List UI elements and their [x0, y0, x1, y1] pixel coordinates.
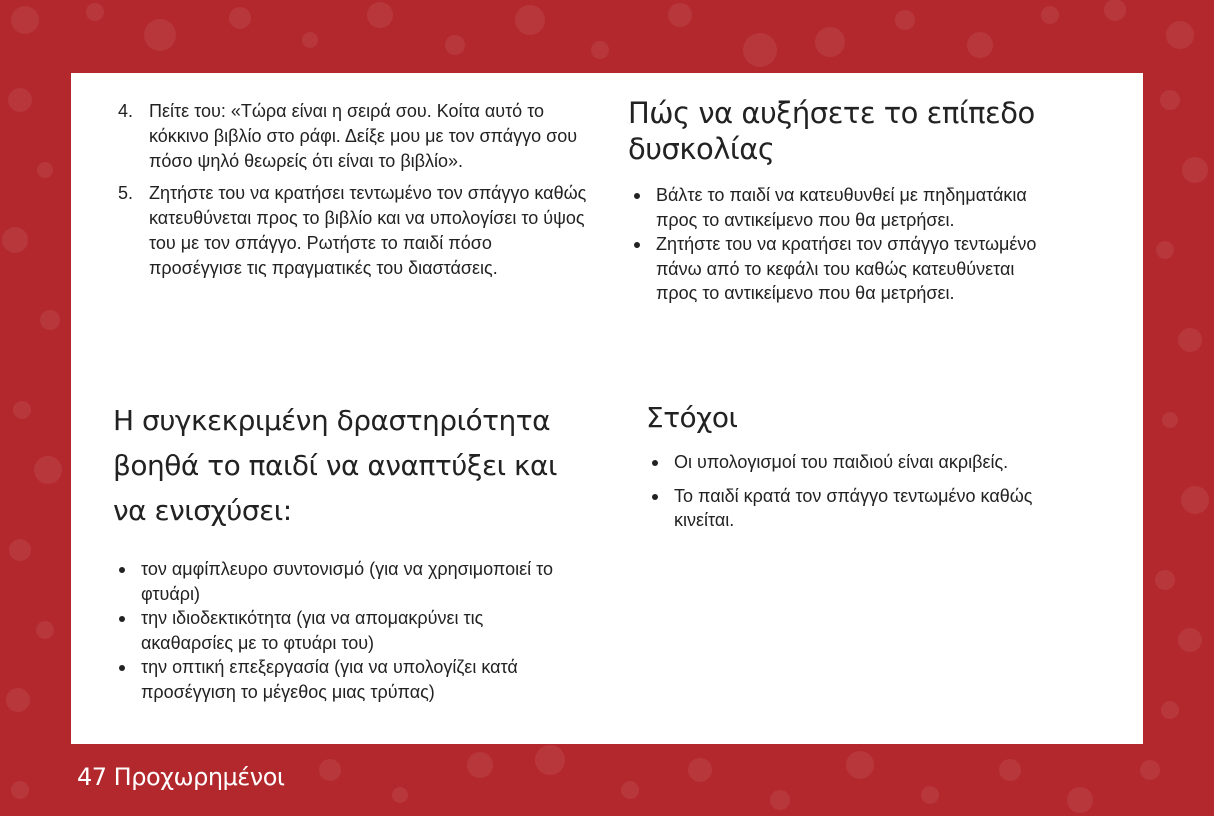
goals-heading: Στόχοι [646, 401, 738, 434]
step-number: 4. [118, 101, 134, 121]
step-text: Πείτε του: «Τώρα είναι η σειρά σου. Κοίτα αυτό το κόκκινο βιβλίο στο ράφι. Δείξε μου με τον σπάγγο σου πόσο ψηλό θεωρείς ότι είναι το βιβλίο». [149, 101, 578, 171]
list-item: τον αμφίπλευρο συντονισμό (για να χρησιμοποιεί το φτυάρι) [113, 557, 553, 606]
list-item: Το παιδί κρατά τον σπάγγο τεντωμένο καθώς κινείται. [646, 484, 1076, 533]
difficulty-section [628, 95, 1138, 306]
goals-list [646, 450, 1076, 533]
list-item: την οπτική επεξεργασία (για να υπολογίζει κατά προσέγγιση το μέγεθος μιας τρύπας) [113, 655, 553, 704]
difficulty-heading: Πώς να αυξήσετε το επίπεδο δυσκολίας [628, 96, 1035, 166]
steps-section [118, 99, 588, 288]
list-item [118, 181, 588, 281]
steps-list [118, 99, 588, 281]
list-item: Ζητήστε του να κρατήσει τον σπάγγο τεντωμένο πάνω από το κεφάλι του καθώς κατευθύνεται προς το αντικείμενο που θα μετρήσει. [628, 232, 1048, 306]
list-item: Οι υπολογισμοί του παιδιού είναι ακριβείς. [646, 450, 1076, 475]
skills-section [113, 398, 583, 704]
page-footer: 47 Προχωρημένοι [77, 763, 285, 791]
step-text: Ζητήστε του να κρατήσει τεντωμένο τον σπάγγο καθώς κατευθύνεται προς το βιβλίο και να υπολογίσει το ύψος του με τον σπάγγο. Ρωτήστε το παιδί πόσο προσέγγισε τις πραγματικές του διαστάσεις. [149, 183, 587, 278]
skills-list [113, 557, 553, 704]
goals-section [646, 400, 1126, 542]
skills-heading: Η συγκεκριμένη δραστηριότητα βοηθά το παιδί να αναπτύξει και να ενισχύσει: [113, 404, 557, 527]
list-item: Βάλτε το παιδί να κατευθυνθεί με πηδηματάκια προς το αντικείμενο που θα μετρήσει. [628, 183, 1048, 232]
step-number: 5. [118, 183, 134, 203]
list-item [118, 99, 588, 174]
content-card [71, 73, 1143, 744]
difficulty-list [628, 183, 1048, 306]
list-item: την ιδιοδεκτικότητα (για να απομακρύνει τις ακαθαρσίες με το φτυάρι του) [113, 606, 553, 655]
